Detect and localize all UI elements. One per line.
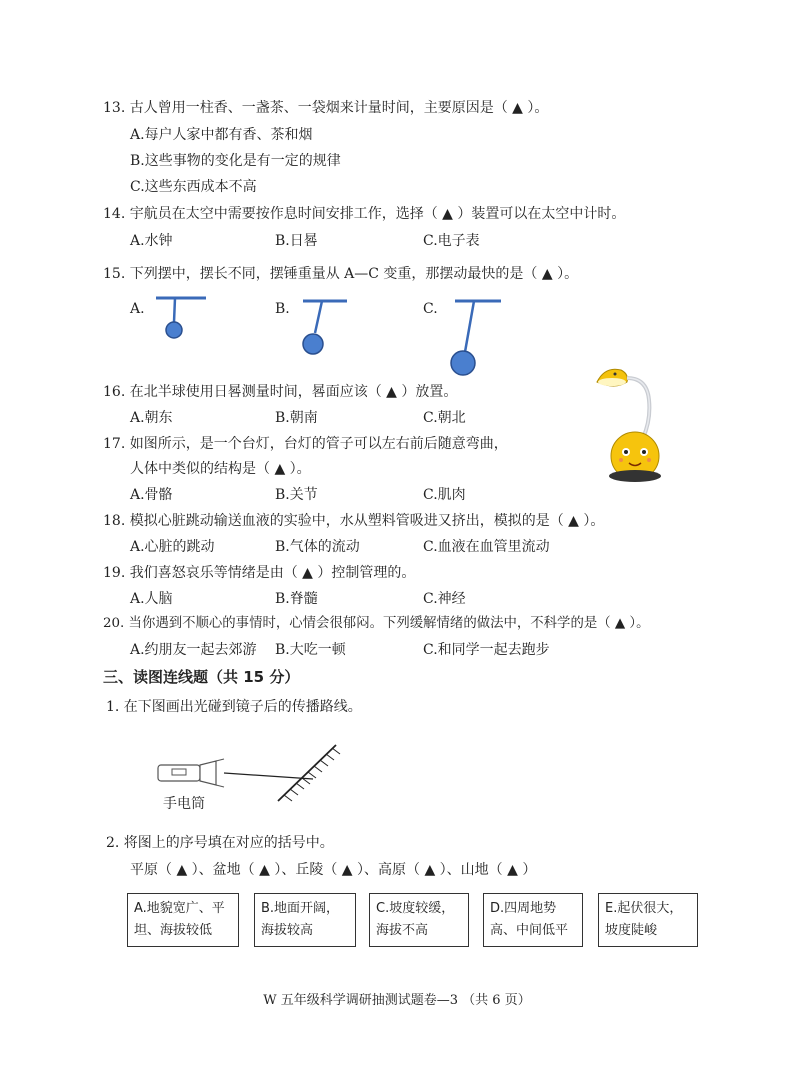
- pendulum-figures: [0, 0, 794, 400]
- q19-stem: 19. 我们喜怒哀乐等情绪是由（ ▲ ）控制管理的。: [103, 565, 416, 581]
- q16-option-c: C.朝北: [423, 410, 466, 426]
- pendulum-a: [156, 298, 206, 338]
- q15-option-b: B.: [275, 301, 290, 317]
- card-a-line1: A.地貌宽广、平: [134, 901, 225, 916]
- q17-option-c: C.肌肉: [423, 487, 466, 503]
- card-d-line1: D.四周地势: [490, 901, 557, 916]
- card-c-line2: 海拔不高: [376, 923, 429, 938]
- landform-card-b: [254, 893, 356, 947]
- q18-option-a: A.心脏的跳动: [130, 539, 215, 555]
- landform-card-d: [483, 893, 583, 947]
- q19-option-a: A.人脑: [130, 591, 173, 607]
- light-ray: [224, 773, 313, 779]
- desk-lamp-image: [585, 360, 675, 490]
- q14-stem: 14. 宇航员在太空中需要按作息时间安排工作，选择（ ▲ ）装置可以在太空中计时。: [103, 206, 626, 222]
- q13-option-a: A.每户人家中都有香、茶和烟: [130, 127, 313, 143]
- card-a-line2: 坦、海拔较低: [134, 923, 213, 938]
- q16-option-b: B.朝南: [275, 410, 318, 426]
- landform-card-a: [127, 893, 239, 947]
- q18-stem: 18. 模拟心脏跳动输送血液的实验中，水从塑料管吸进又挤出，模拟的是（ ▲ ）。: [103, 513, 605, 529]
- landform-fill-blanks: 平原（ ▲ ）、盆地（ ▲ ）、丘陵（ ▲ ）、高原（ ▲ ）、山地（ ▲ ）: [130, 862, 537, 878]
- q13-option-b: B.这些事物的变化是有一定的规律: [130, 153, 341, 169]
- card-c-line1: C.坡度较缓，: [376, 901, 455, 916]
- landform-card-e: [598, 893, 698, 947]
- q18-option-c: C.血液在血管里流动: [423, 539, 550, 555]
- q14-option-c: C.电子表: [423, 233, 480, 249]
- q17-option-b: B.关节: [275, 487, 318, 503]
- q19-option-c: C.神经: [423, 591, 466, 607]
- pendulum-c: [451, 301, 501, 375]
- flashlight-label: 手电筒: [163, 796, 205, 812]
- q15-stem: 15. 下列摆中，摆长不同，摆锤重量从 A—C 变重，那摆动最快的是（ ▲ ）。: [103, 266, 579, 282]
- q15-option-a: A.: [130, 301, 145, 317]
- landform-card-c: [369, 893, 469, 947]
- card-e-line2: 坡度陡峻: [605, 923, 658, 938]
- page-footer: W 五年级科学调研抽测试题卷—3 （共 6 页）: [263, 993, 531, 1008]
- q14-option-a: A.水钟: [130, 233, 173, 249]
- card-b-line2: 海拔较高: [261, 923, 314, 938]
- card-d-line2: 高、中间低平: [490, 923, 569, 938]
- q19-option-b: B.脊髓: [275, 591, 318, 607]
- card-e-line1: E.起伏很大，: [605, 901, 683, 916]
- q20-option-b: B.大吃一顿: [275, 642, 346, 658]
- section-title: 三、读图连线题（共 15 分）: [103, 668, 300, 686]
- q20-option-a: A.约朋友一起去郊游: [130, 642, 257, 658]
- q13-stem: 13. 古人曾用一柱香、一盏茶、一袋烟来计量时间，主要原因是（ ▲ ）。: [103, 100, 549, 116]
- q16-option-a: A.朝东: [130, 410, 173, 426]
- q20-option-c: C.和同学一起去跑步: [423, 642, 550, 658]
- card-b-line1: B.地面开阔，: [261, 901, 340, 916]
- q16-stem: 16. 在北半球使用日晷测量时间，晷面应该（ ▲ ）放置。: [103, 384, 458, 400]
- part2-stem: 2. 将图上的序号填在对应的括号中。: [106, 835, 334, 851]
- q15-option-c: C.: [423, 301, 438, 317]
- q13-option-c: C.这些东西成本不高: [130, 179, 257, 195]
- q17-stem-line2: 人体中类似的结构是（ ▲ ）。: [130, 461, 311, 477]
- flashlight-icon: [158, 759, 224, 787]
- pendulum-b: [303, 301, 347, 354]
- q17-option-a: A.骨骼: [130, 487, 173, 503]
- q14-option-b: B.日晷: [275, 233, 318, 249]
- q20-stem: 20. 当你遇到不顺心的事情时，心情会很郁闷。下列缓解情绪的做法中，不科学的是（ ▲ ）。: [103, 616, 650, 631]
- q17-stem-line1: 17. 如图所示，是一个台灯，台灯的管子可以左右前后随意弯曲，: [103, 436, 508, 452]
- part1-stem: 1. 在下图画出光碰到镜子后的传播路线。: [106, 699, 362, 715]
- mirror: [278, 745, 340, 801]
- q18-option-b: B.气体的流动: [275, 539, 360, 555]
